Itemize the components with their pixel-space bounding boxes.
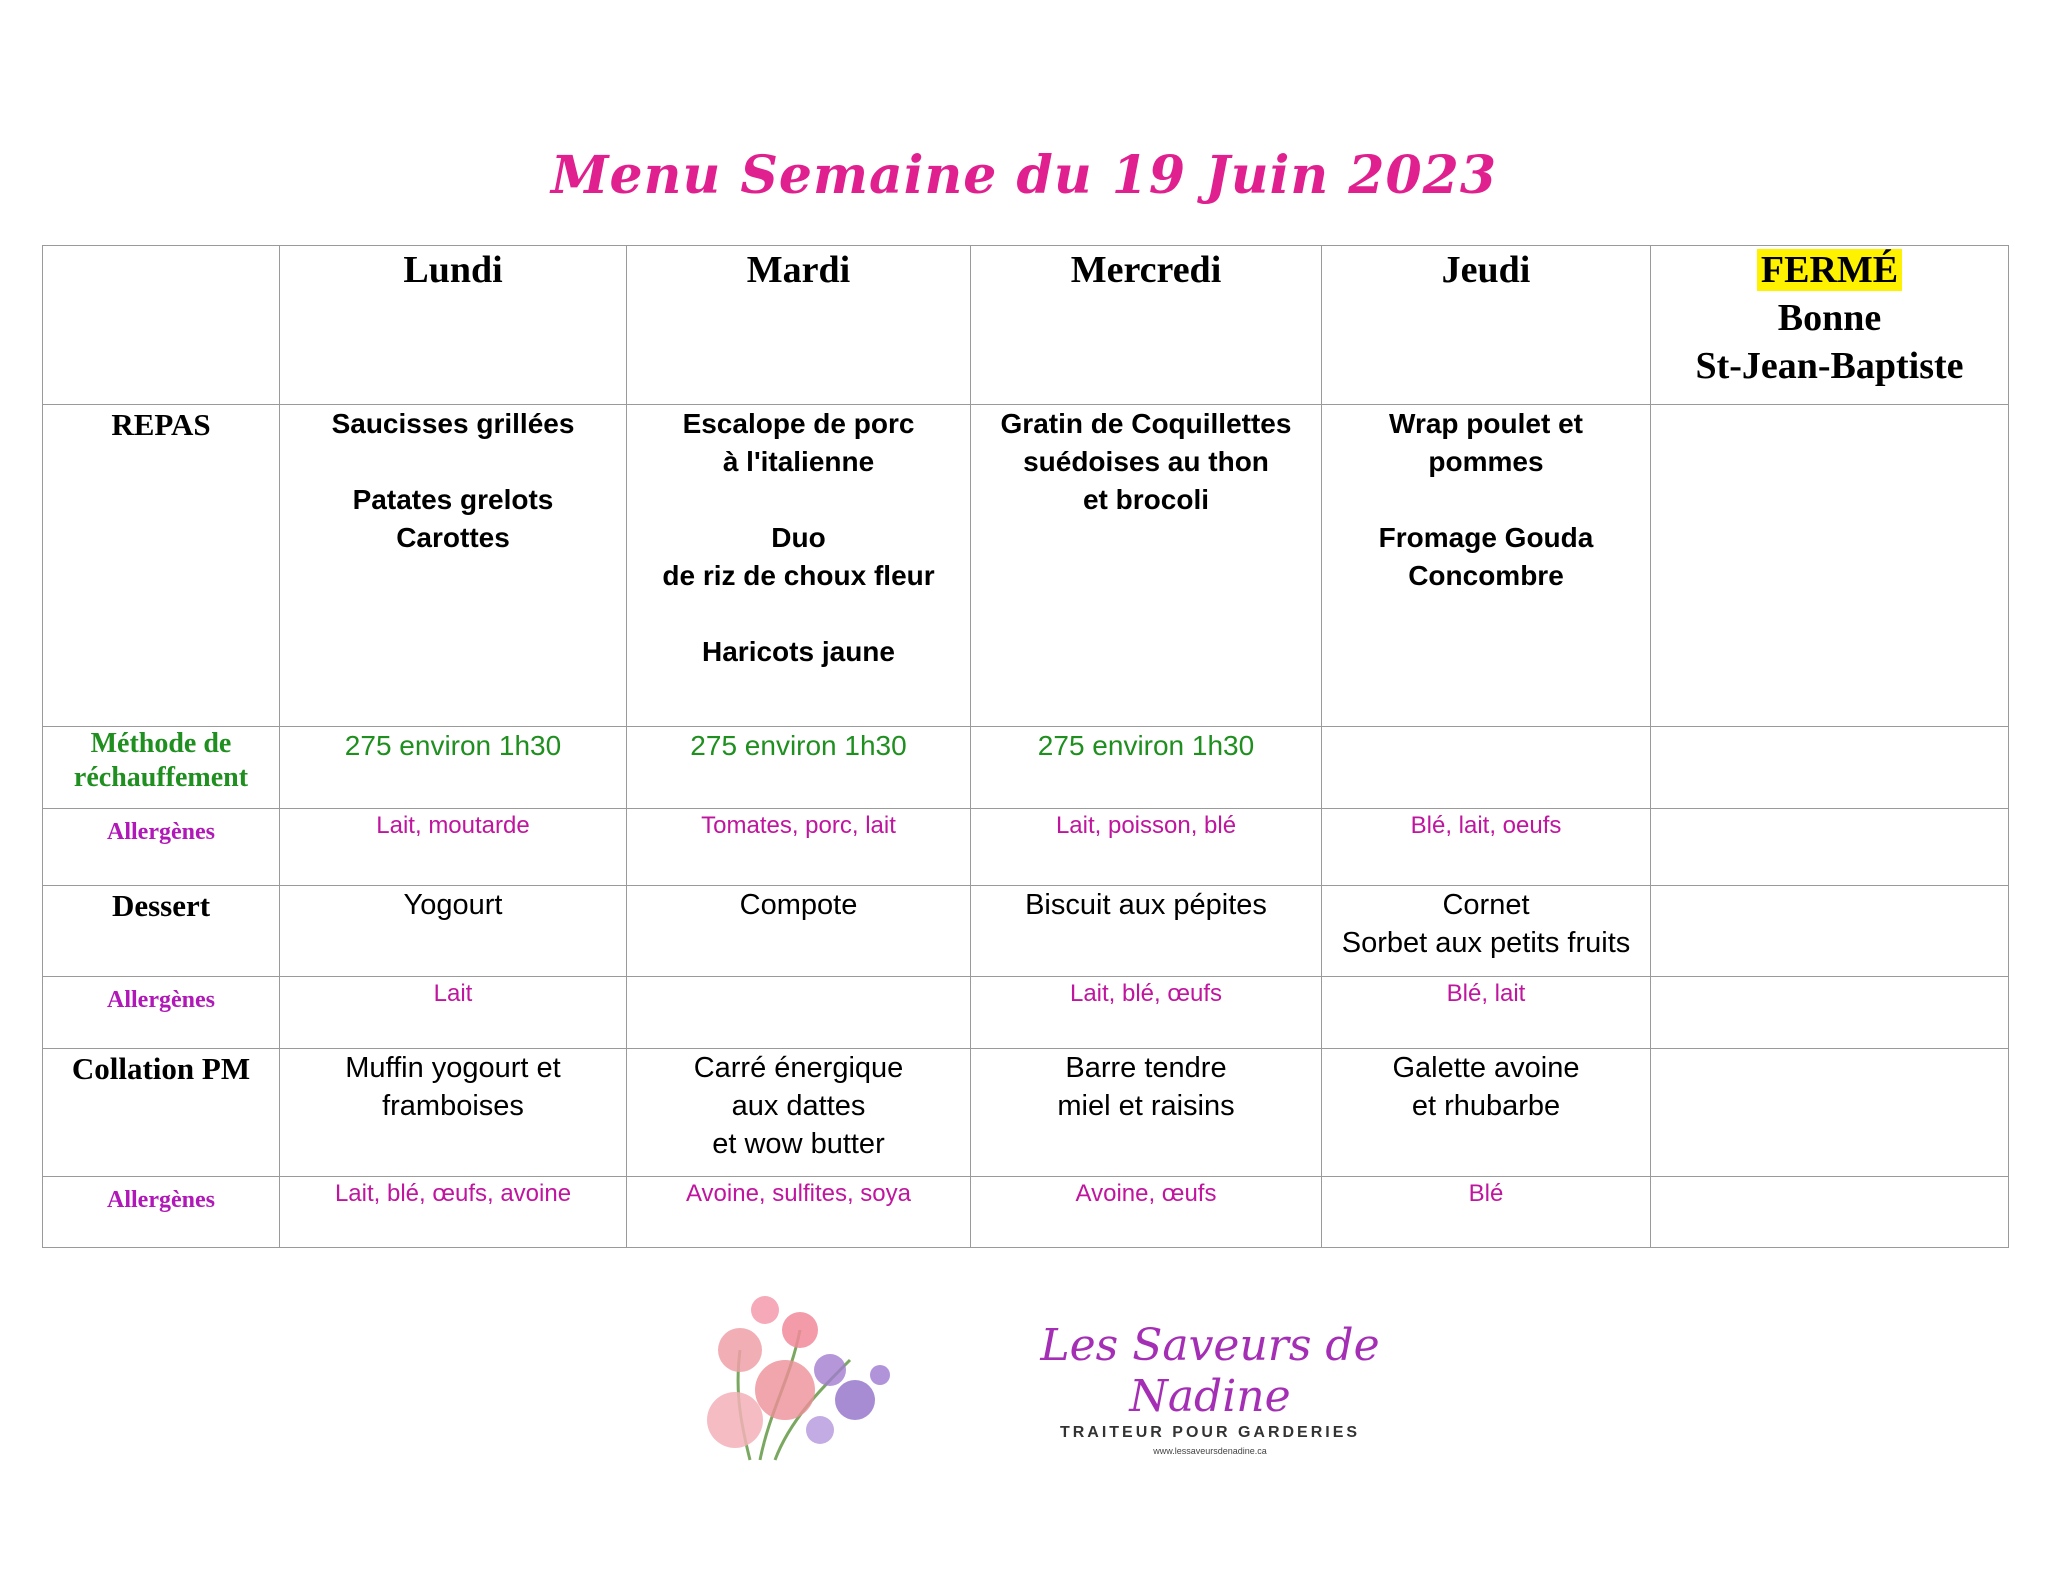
- repas-cell-mercredi: [971, 405, 1322, 727]
- menu-line: Gratin de Coquillettes: [1000, 408, 1292, 439]
- repas-cell-jeudi: [1322, 405, 1651, 727]
- menu-line: Compote: [739, 889, 858, 921]
- allergenes-collation-cell-lundi: Lait, blé, œufs, avoine: [280, 1177, 627, 1248]
- collation-label: Collation PM: [43, 1049, 280, 1177]
- collation-cell-closed: [1651, 1049, 2009, 1177]
- closed-line1: Bonne: [1777, 297, 1882, 339]
- allergenes-collation-label: Allergènes: [43, 1177, 280, 1248]
- menu-line: Carré énergique: [693, 1052, 904, 1084]
- brand-subtitle: TRAITEUR POUR GARDERIES: [1059, 1424, 1361, 1441]
- collation-cell-mercredi: [971, 1049, 1322, 1177]
- allergenes-collation-row: [43, 1177, 2009, 1248]
- menu-line: Muffin yogourt et: [345, 1052, 561, 1084]
- menu-line: miel et raisins: [1057, 1090, 1235, 1122]
- rechauffement-cell-mercredi: 275 environ 1h30: [971, 727, 1322, 809]
- menu-line: Barre tendre: [1065, 1052, 1227, 1084]
- repas-row: [43, 405, 2009, 727]
- dessert-label: Dessert: [43, 886, 280, 977]
- brand-url: www.lessaveursdenadine.ca: [1153, 1446, 1267, 1456]
- rechauffement-cell-jeudi: [1322, 727, 1651, 809]
- allergenes-collation-cell-mercredi: Avoine, œufs: [971, 1177, 1322, 1248]
- allergenes-dessert-label: Allergènes: [43, 977, 280, 1049]
- rechauffement-cell-mardi: 275 environ 1h30: [627, 727, 971, 809]
- allergenes-repas-cell-mercredi: Lait, poisson, blé: [971, 809, 1322, 886]
- menu-line: framboises: [382, 1090, 524, 1122]
- menu-line: Sorbet aux petits fruits: [1341, 927, 1631, 959]
- allergenes-repas-cell-closed: [1651, 809, 2009, 886]
- menu-line: Escalope de porc: [682, 408, 915, 439]
- rechauffement-label-line1: Méthode de: [90, 728, 232, 759]
- menu-line: Haricots jaune: [702, 636, 895, 667]
- allergenes-collation-cell-jeudi: Blé: [1322, 1177, 1651, 1248]
- menu-line: et rhubarbe: [1411, 1090, 1561, 1122]
- menu-line: aux dattes: [731, 1090, 866, 1122]
- allergenes-dessert-cell-closed: [1651, 977, 2009, 1049]
- allergenes-dessert-cell-mercredi: Lait, blé, œufs: [971, 977, 1322, 1049]
- dessert-cell-mardi: [627, 886, 971, 977]
- menu-line: à l'italienne: [722, 446, 875, 477]
- menu-line: et brocoli: [1082, 484, 1209, 515]
- collation-row: [43, 1049, 2009, 1177]
- pink-flowers: [707, 1296, 818, 1448]
- dessert-row: [43, 886, 2009, 977]
- dessert-cell-lundi: [280, 886, 627, 977]
- page-title: Menu Semaine du 19 Juin 2023: [551, 145, 1497, 206]
- repas-cell-closed: [1651, 405, 2009, 727]
- dessert-cell-jeudi: [1322, 886, 1651, 977]
- rechauffement-label: [43, 727, 280, 809]
- menu-line: Wrap poulet et: [1389, 408, 1583, 439]
- closed-header: [1651, 246, 2009, 405]
- purple-flowers: [806, 1354, 890, 1444]
- allergenes-repas-cell-jeudi: Blé, lait, oeufs: [1322, 809, 1651, 886]
- blank-line: [280, 443, 626, 481]
- menu-line: Yogourt: [403, 889, 503, 921]
- allergenes-repas-cell-lundi: Lait, moutarde: [280, 809, 627, 886]
- repas-label: REPAS: [43, 405, 280, 727]
- collation-cell-lundi: [280, 1049, 627, 1177]
- allergenes-dessert-cell-mardi: [627, 977, 971, 1049]
- day-header-mardi: Mardi: [627, 246, 971, 405]
- closed-label: FERMÉ: [1757, 249, 1902, 291]
- day-header-lundi: Lundi: [280, 246, 627, 405]
- header-row: [43, 246, 2009, 405]
- menu-line: Saucisses grillées: [331, 408, 575, 439]
- menu-line: suédoises au thon: [1023, 446, 1269, 477]
- blank-line: [627, 595, 970, 633]
- menu-line: Duo: [771, 522, 826, 553]
- menu-line: Biscuit aux pépites: [1025, 889, 1267, 921]
- menu-line: et wow butter: [712, 1128, 885, 1160]
- allergenes-dessert-cell-jeudi: Blé, lait: [1322, 977, 1651, 1049]
- dessert-cell-closed: [1651, 886, 2009, 977]
- allergenes-repas-row: [43, 809, 2009, 886]
- allergenes-repas-label: Allergènes: [43, 809, 280, 886]
- allergenes-collation-cell-mardi: Avoine, sulfites, soya: [627, 1177, 971, 1248]
- menu-line: Cornet: [1442, 889, 1530, 921]
- closed-line2: St-Jean-Baptiste: [1695, 345, 1964, 387]
- brand-logo: [970, 1320, 1450, 1456]
- collation-cell-jeudi: [1322, 1049, 1651, 1177]
- menu-line: Fromage Gouda: [1378, 522, 1594, 553]
- rechauffement-cell-closed: [1651, 727, 2009, 809]
- day-header-jeudi: Jeudi: [1322, 246, 1651, 405]
- menu-line: Patates grelots: [352, 484, 554, 515]
- menu-line: de riz de choux fleur: [662, 560, 935, 591]
- blank-line: [1322, 481, 1650, 519]
- menu-line: pommes: [1428, 446, 1544, 477]
- menu-line: Galette avoine: [1392, 1052, 1580, 1084]
- allergenes-dessert-cell-lundi: Lait: [280, 977, 627, 1049]
- rechauffement-cell-lundi: 275 environ 1h30: [280, 727, 627, 809]
- brand-name: Les Saveurs de Nadine: [1040, 1320, 1380, 1422]
- allergenes-repas-cell-mardi: Tomates, porc, lait: [627, 809, 971, 886]
- blank-line: [627, 481, 970, 519]
- rechauffement-row: [43, 727, 2009, 809]
- repas-cell-mardi: [627, 405, 971, 727]
- menu-line: Concombre: [1408, 560, 1564, 591]
- collation-cell-mardi: [627, 1049, 971, 1177]
- dessert-cell-mercredi: [971, 886, 1322, 977]
- rechauffement-label-line2: réchauffement: [73, 762, 249, 793]
- corner-cell: [43, 246, 280, 405]
- menu-line: Carottes: [396, 522, 510, 553]
- allergenes-dessert-row: [43, 977, 2009, 1049]
- weekly-menu-table: [42, 245, 2009, 1248]
- repas-cell-lundi: [280, 405, 627, 727]
- allergenes-collation-cell-closed: [1651, 1177, 2009, 1248]
- day-header-mercredi: Mercredi: [971, 246, 1322, 405]
